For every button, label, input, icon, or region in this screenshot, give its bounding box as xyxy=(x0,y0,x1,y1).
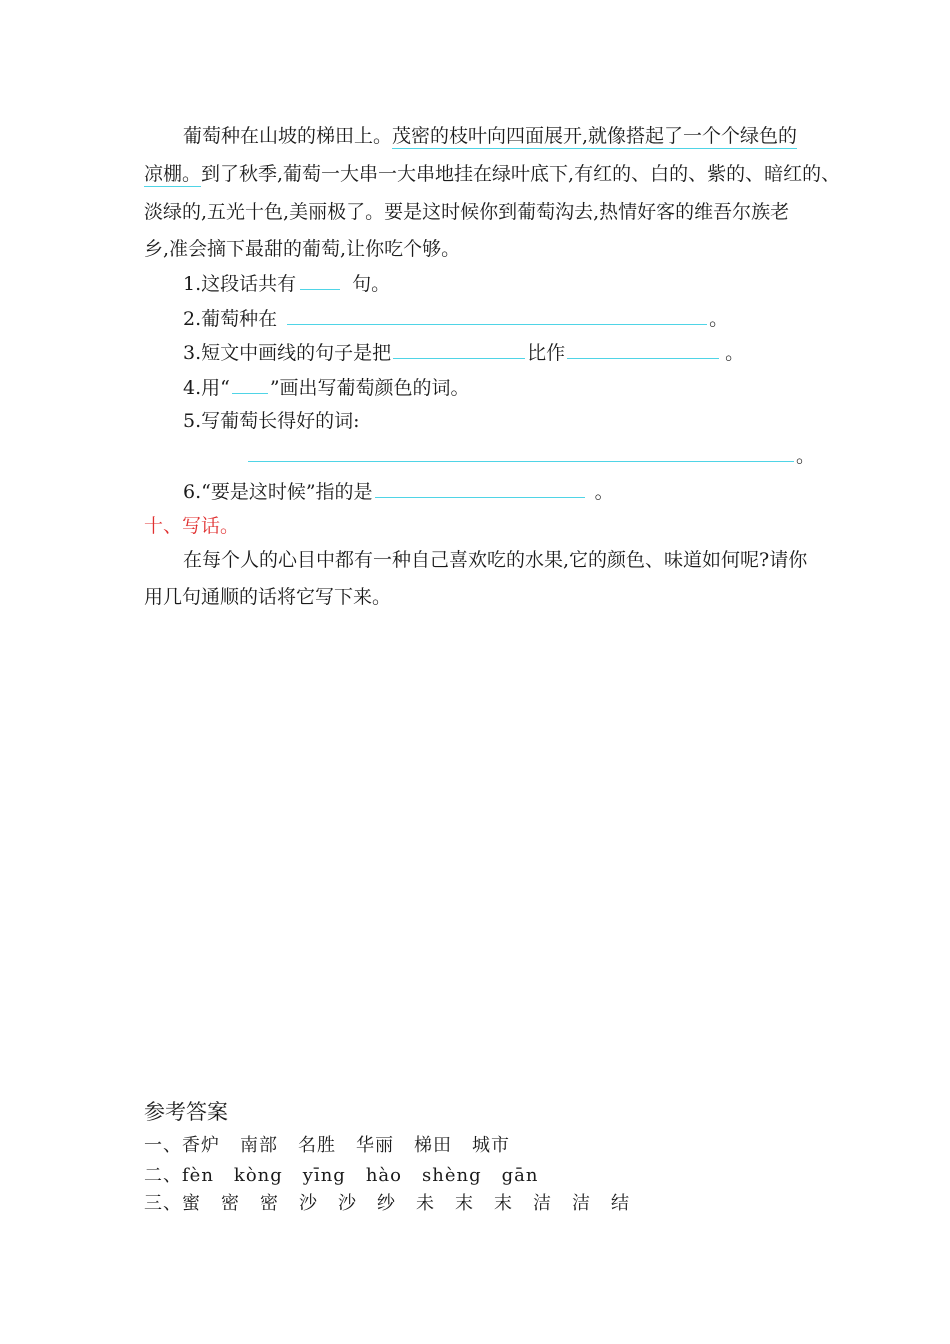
question-text: 。 xyxy=(709,308,729,330)
answer-char: 纱 xyxy=(377,1193,396,1214)
question-3 xyxy=(183,340,744,365)
answer-row-label: 三、 xyxy=(144,1193,182,1214)
answer-pinyin: hào xyxy=(365,1165,402,1186)
answer-blank[interactable] xyxy=(300,271,340,290)
answer-row-label: 一、 xyxy=(144,1135,182,1156)
passage-line-1 xyxy=(183,124,797,148)
passage-line-3 xyxy=(144,200,789,224)
underlined-sentence: 茂密的枝叶向四面展开,就像搭起了一个个绿色的 xyxy=(392,125,798,147)
answer-word: 华丽 xyxy=(356,1135,394,1156)
answer-char: 沙 xyxy=(299,1193,318,1214)
answer-char: 洁 xyxy=(533,1193,552,1214)
answer-blank[interactable] xyxy=(375,479,585,498)
question-text: 。 xyxy=(796,445,816,467)
question-text: 。 xyxy=(725,342,745,364)
answer-blank[interactable] xyxy=(393,340,525,359)
passage-text: 乡,准会摘下最甜的葡萄,让你吃个够。 xyxy=(144,238,461,260)
answer-word: 梯田 xyxy=(414,1135,452,1156)
answer-char: 末 xyxy=(455,1193,474,1214)
answer-word: 南部 xyxy=(240,1135,278,1156)
underline-sample xyxy=(232,375,268,394)
answer-pinyin: fèn xyxy=(182,1165,214,1186)
question-1 xyxy=(183,271,390,296)
question-5 xyxy=(183,409,360,433)
question-text: 6.“要是这时候”指的是 xyxy=(183,481,373,503)
answer-char: 密 xyxy=(221,1193,240,1214)
answers-row-2 xyxy=(144,1164,558,1188)
question-text: 4.用“ xyxy=(183,377,230,399)
answer-pinyin: gān xyxy=(501,1165,539,1186)
answer-pinyin: kòng xyxy=(233,1165,283,1186)
answer-char: 未 xyxy=(416,1193,435,1214)
question-text: 比作 xyxy=(527,342,566,364)
answer-char: 末 xyxy=(494,1193,513,1214)
answer-char: 结 xyxy=(611,1193,630,1214)
answer-pinyin: yīng xyxy=(302,1165,346,1186)
answer-char: 洁 xyxy=(572,1193,591,1214)
answer-char: 沙 xyxy=(338,1193,357,1214)
underlined-sentence-end: 凉棚。 xyxy=(144,163,202,185)
answer-row-label: 二、 xyxy=(144,1165,182,1186)
section-10-heading: 十、写话。 xyxy=(144,515,240,537)
passage-text: 葡萄种在山坡的梯田上。 xyxy=(183,125,393,147)
question-4 xyxy=(183,375,470,400)
answers-title: 参考答案 xyxy=(144,1100,228,1124)
answer-word: 城市 xyxy=(472,1135,510,1156)
answer-char: 蜜 xyxy=(182,1193,201,1214)
section-10-prompt-line-1: 在每个人的心目中都有一种自己喜欢吃的水果,它的颜色、味道如何呢?请你 xyxy=(183,549,808,571)
question-5-answer-line xyxy=(248,443,815,468)
passage-text: 淡绿的,五光十色,美丽极了。要是这时候你到葡萄沟去,热情好客的维吾尔族老 xyxy=(144,201,790,223)
question-text: 。 xyxy=(594,481,614,503)
answer-blank[interactable] xyxy=(567,340,719,359)
answer-pinyin: shèng xyxy=(422,1165,482,1186)
question-text: ”画出写葡萄颜色的词。 xyxy=(269,377,470,399)
question-text: 2.葡萄种在 xyxy=(183,308,278,330)
section-10-prompt-line-2: 用几句通顺的话将它写下来。 xyxy=(144,586,392,608)
question-text: 句。 xyxy=(352,273,391,295)
answers-row-3 xyxy=(144,1192,650,1216)
question-2 xyxy=(183,306,728,331)
question-text: 1.这段话共有 xyxy=(183,273,297,295)
answers-row-1 xyxy=(144,1134,530,1158)
answer-word: 香炉 xyxy=(182,1135,220,1156)
answer-char: 密 xyxy=(260,1193,279,1214)
question-text: 3.短文中画线的句子是把 xyxy=(183,342,392,364)
answer-blank[interactable] xyxy=(287,306,707,325)
passage-line-4 xyxy=(144,237,460,261)
question-6 xyxy=(183,479,614,504)
answer-blank[interactable] xyxy=(248,443,794,462)
passage-text: 到了秋季,葡萄一大串一大串地挂在绿叶底下,有红的、白的、紫的、暗红的、 xyxy=(201,163,841,185)
question-text: 5.写葡萄长得好的词: xyxy=(183,410,360,432)
answer-word: 名胜 xyxy=(298,1135,336,1156)
passage-line-2 xyxy=(144,162,840,186)
